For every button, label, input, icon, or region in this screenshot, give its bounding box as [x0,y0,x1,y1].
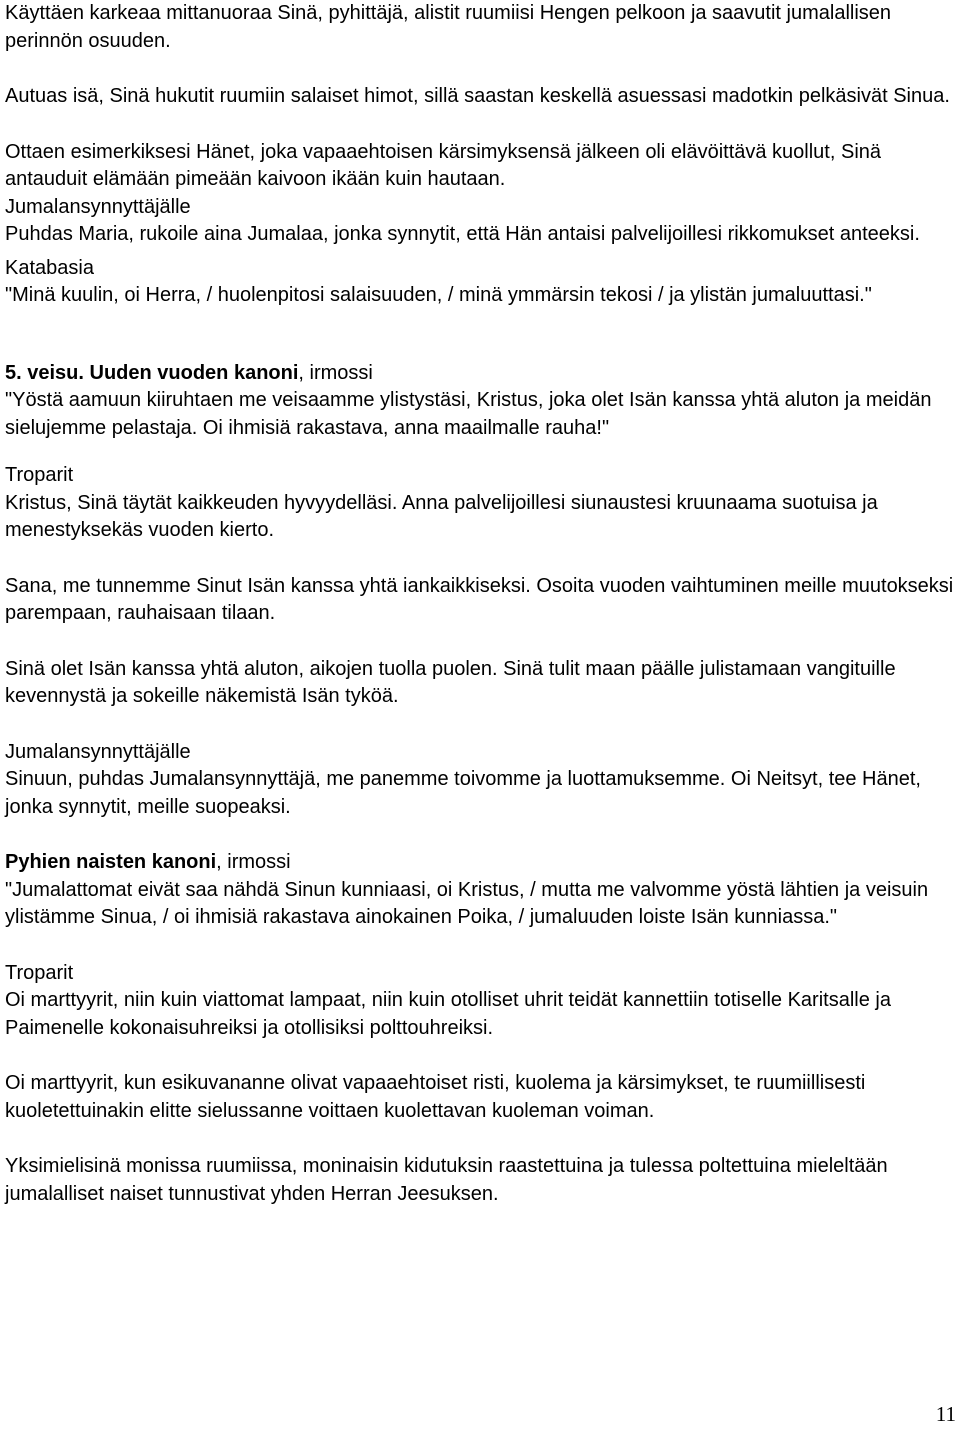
paragraph-11: "Jumalattomat eivät saa nähdä Sinun kunniaasi, oi Kristus, / mutta me valvomme yöstä lähtien ja veisuin ylistämme Sinua, / oi ihmisiä rakastava ainokainen Poika, / jumaluuden loiste Isän kunniassa." [5,878,929,928]
document-page [5,0,957,1208]
paragraph-7: Kristus, Sinä täytät kaikkeuden hyvyydelläsi. Anna palvelijoillesi siunaustesi kruunaama suotuisa ja menestyksekäs vuoden kierto. [5,491,878,541]
paragraph-5: "Minä kuulin, oi Herra, / huolenpitosi salaisuuden, / minä ymmärsin tekosi / ja ylistän jumaluuttasi." [5,284,872,306]
ode-5-heading [5,360,957,388]
canon-2-tone: , irmossi [216,851,291,873]
paragraph-13: Oi marttyyrit, kun esikuvananne olivat vapaaehtoiset risti, kuolema ja kärsimykset, te ruumiillisesti kuoletettuinakin elitte sielussanne voittaen kuolettavan kuoleman voiman. [5,1072,866,1122]
ode-number: 5. veisu. [5,361,84,384]
canon-tone: , irmossi [298,361,373,384]
page-number: 11 [935,1402,956,1426]
paragraph-3: Ottaen esimerkiksesi Hänet, joka vapaaehtoisen kärsimyksensä jälkeen oli elävöittävä kuollut, Sinä antauduit elämään pimeään kaivoon ikään kuin hautaan. [5,140,882,190]
paragraph-12: Oi marttyyrit, niin kuin viattomat lampaat, niin kuin otolliset uhrit teidät kannettiin totiselle Karitsalle ja Paimenelle kokonaisuhreiksi ja otollisiksi polttouhreiksi. [5,989,891,1039]
paragraph-6: "Yöstä aamuun kiiruhtaen me veisaamme ylistystäsi, Kristus, joka olet Isän kanssa yhtä aluton ja meidän sielujemme pelastaja. Oi ihmisiä rakastava, anna maailmalle rauha!" [5,389,932,439]
paragraph-1: Käyttäen karkeaa mittanuoraa Sinä, pyhittäjä, alistit ruumiisi Hengen pelkoon ja saavutit jumalallisen perinnön osuuden. [5,2,892,52]
canon-2-title: Pyhien naisten kanoni [5,851,217,873]
paragraph-2: Autuas isä, Sinä hukutit ruumiin salaiset himot, sillä saastan keskellä asuessasi madotkin pelkäsivät Sinua. [5,85,950,107]
section-heading-troparia-1: Troparit [5,464,74,486]
paragraph-4: Puhdas Maria, rukoile aina Jumalaa, jonka synnytit, että Hän antaisi palvelijoillesi rikkomukset anteeksi. [5,223,920,245]
section-heading-theotokion-1: Jumalansynnyttäjälle [5,195,191,218]
paragraph-10: Sinuun, puhdas Jumalansynnyttäjä, me panemme toivomme ja luottamuksemme. Oi Neitsyt, tee Hänet, jonka synnytit, meille suopeaksi. [5,768,921,818]
paragraph-14: Yksimielisinä monissa ruumiissa, moninaisin kidutuksin raastettuina ja tulessa poltettuina mieleltään jumalalliset naiset tunnustivat yhden Herran Jeesuksen. [5,1155,888,1205]
paragraph-9: Sinä olet Isän kanssa yhtä aluton, aikojen tuolla puolen. Sinä tulit maan päälle julistamaan vangituille kevennystä ja sokeille näkemistä Isän tyköä. [5,657,896,707]
section-heading-troparia-2: Troparit [5,961,74,984]
canon-2-heading [5,849,957,877]
paragraph-8: Sana, me tunnemme Sinut Isän kanssa yhtä iankaikkiseksi. Osoita vuoden vaihtuminen meille muutokseksi parempaan, rauhaisaan tilaan. [5,574,954,624]
section-heading-theotokion-2: Jumalansynnyttäjälle [5,740,191,763]
section-heading-katabasia: Katabasia [5,256,94,279]
canon-title: Uuden vuoden kanoni [89,361,299,384]
